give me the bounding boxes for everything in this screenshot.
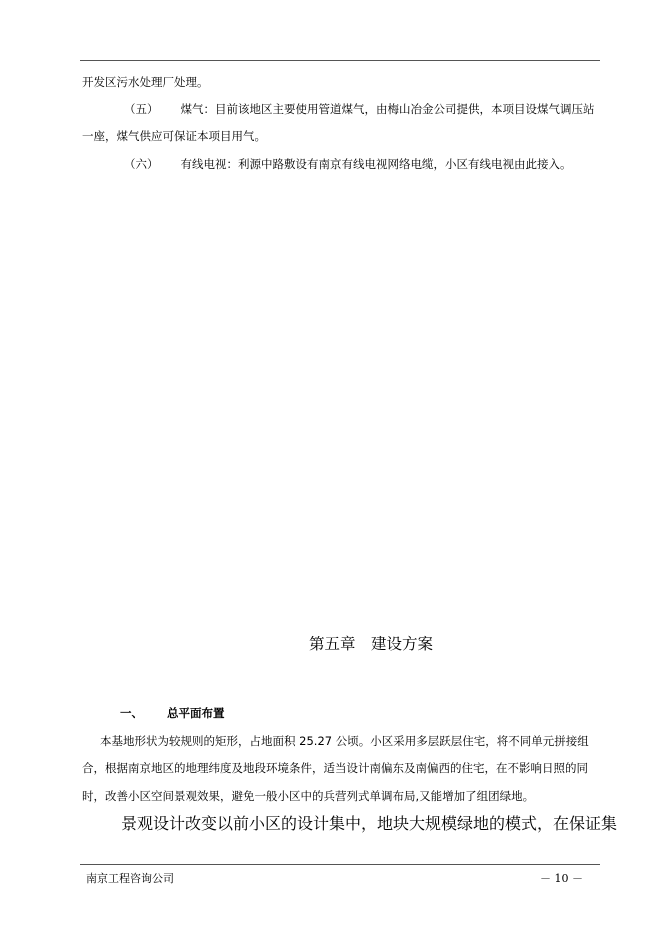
section-paragraph-line-2 [82, 761, 588, 775]
paragraph-text: 合，根据南京地区的地理纬度及地段环境条件，适当设计南偏东及南偏西的住宅，在不影响日照的同 [82, 761, 588, 775]
item-text: 有线电视：利源中路敷设有南京有线电视网络电缆，小区有线电视由此接入。 [180, 157, 572, 171]
item-number: （五） [124, 102, 159, 116]
footer-rule [80, 864, 600, 865]
item-text: 煤气：目前该地区主要使用管道煤气，由梅山冶金公司提供，本项目设煤气调压站 [180, 102, 595, 116]
item-5-line-1 [124, 102, 595, 116]
item-number: （六） [124, 157, 159, 171]
chapter-title: 第五章 建设方案 [308, 635, 433, 653]
item-text: 一座，煤气供应可保证本项目用气。 [82, 129, 266, 143]
paragraph-continuation [82, 75, 209, 89]
section-title: 总平面布置 [167, 706, 225, 720]
section-heading [120, 706, 225, 720]
paragraph-text: 景观设计改变以前小区的设计集中，地块大规模绿地的模式，在保证集 [121, 814, 618, 833]
item-5-line-2 [82, 129, 266, 143]
section-number: 一、 [120, 706, 143, 720]
item-6-line-1 [124, 157, 572, 171]
paragraph-text: 开发区污水处理厂处理。 [82, 75, 209, 89]
footer-page-number: － 10 － [540, 872, 583, 885]
section-paragraph-line-3 [82, 789, 534, 803]
header-rule [80, 60, 600, 61]
section-paragraph-2-line-1 [121, 814, 617, 834]
section-paragraph-line-1 [100, 734, 589, 748]
paragraph-text: 时，改善小区空间景观效果，避免一般小区中的兵营列式单调布局,又能增加了组团绿地。 [82, 789, 535, 803]
footer-company: 南京工程咨询公司 [86, 872, 174, 885]
paragraph-text: 本基地形状为较规则的矩形，占地面积 25.27 公顷。小区采用多层跃层住宅，将不同单元拼接组 [100, 734, 589, 748]
